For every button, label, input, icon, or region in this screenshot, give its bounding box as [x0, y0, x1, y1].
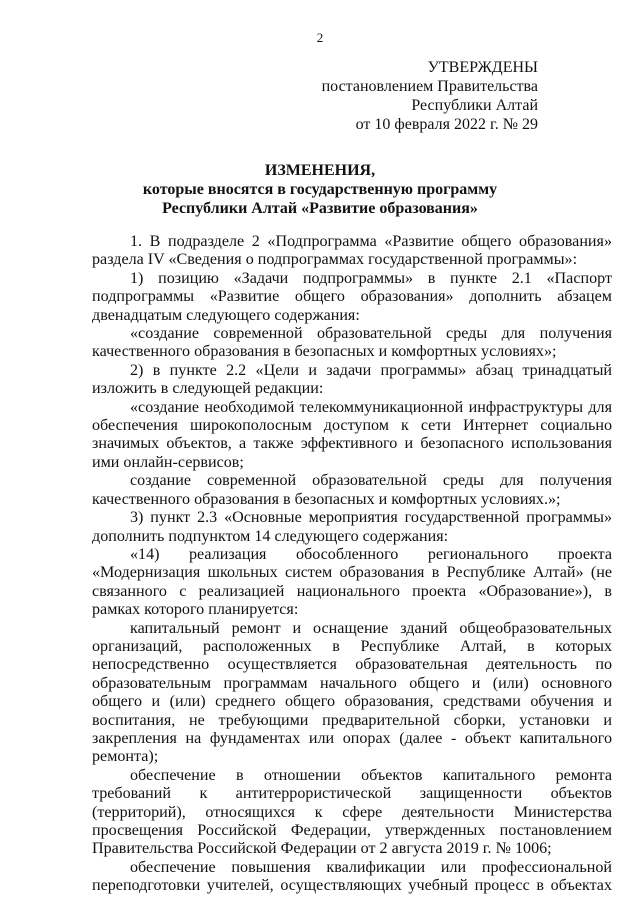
approval-line-1: постановлением Правительства — [321, 78, 538, 95]
title-subtitle-1: которые вносятся в государственную программу — [142, 181, 498, 198]
paragraph-11: обеспечение повышения квалификации или профессиональной переподготовки учителей, осуществляющих учебный процесс в объектах — [92, 858, 612, 895]
document-title — [0, 161, 640, 218]
page-number: 2 — [316, 30, 324, 45]
paragraph-9: капитальный ремонт и оснащение зданий общеобразовательных организаций, расположенных в Республике Алтай, в которых непосредственно осуществляется образовательная деятельность по образовательным программам начального общего и (или) основного общего и (или) среднего общего образования, средствами обучения и воспитания, не требующими предварительной сборки, установки и закрепления на фундаментах или опорах (далее - объект капитального ремонта); — [92, 619, 612, 766]
paragraph-5: «создание необходимой телекоммуникационной инфраструктуры для обеспечения широкополосным доступом к сети Интернет социально значимых объектов, а также эффективного и безопасного использования ими онлайн-сервисов; — [92, 398, 612, 471]
paragraph-6: создание современной образовательной среды для получения качественного образования в безопасных и комфортных условиях.»; — [92, 472, 612, 508]
title-heading: ИЗМЕНЕНИЯ, — [264, 162, 376, 179]
approved-label: УТВЕРЖДЕНЫ — [427, 59, 538, 76]
paragraph-4: 2) в пункте 2.2 «Цели и задачи программы» абзац тринадцатый изложить в следующей редакции: — [92, 361, 612, 398]
paragraph-8: «14) реализация обособленного регионального проекта «Модернизация школьных систем образования в Республике Алтай» (не связанного с реализацией национального проекта «Образование»), в рамках которого планируется: — [92, 545, 612, 619]
approval-line-3: от 10 февраля 2022 г. № 29 — [355, 116, 538, 133]
paragraph-1: 1. В подразделе 2 «Подпрограмма «Развитие общего образования» раздела IV «Сведения о подпрограммах государственной программы»: — [92, 233, 612, 269]
approval-block — [0, 58, 538, 134]
paragraph-10: обеспечение в отношении объектов капитального ремонта требований к антитеррористической защищенности объектов (территорий), относящихся к сфере деятельности Министерства просвещения Российской Федерации, утвержденных постановлением Правительства Российской Федерации от 2 августа 2019 г. № 1006; — [92, 766, 612, 858]
document-body — [92, 233, 612, 896]
paragraph-2: 1) позицию «Задачи подпрограммы» в пункте 2.1 «Паспорт подпрограммы «Развитие общего образования» дополнить абзацем двенадцатым следующего содержания: — [92, 269, 612, 324]
title-subtitle-2: Республики Алтай «Развитие образования» — [162, 200, 478, 217]
approval-line-2: Республики Алтай — [411, 97, 538, 114]
paragraph-7: 3) пункт 2.3 «Основные мероприятия государственной программы» дополнить подпунктом 14 следующего содержания: — [92, 509, 612, 545]
paragraph-3: «создание современной образовательной среды для получения качественного образования в безопасных и комфортных условиях»; — [92, 325, 612, 361]
